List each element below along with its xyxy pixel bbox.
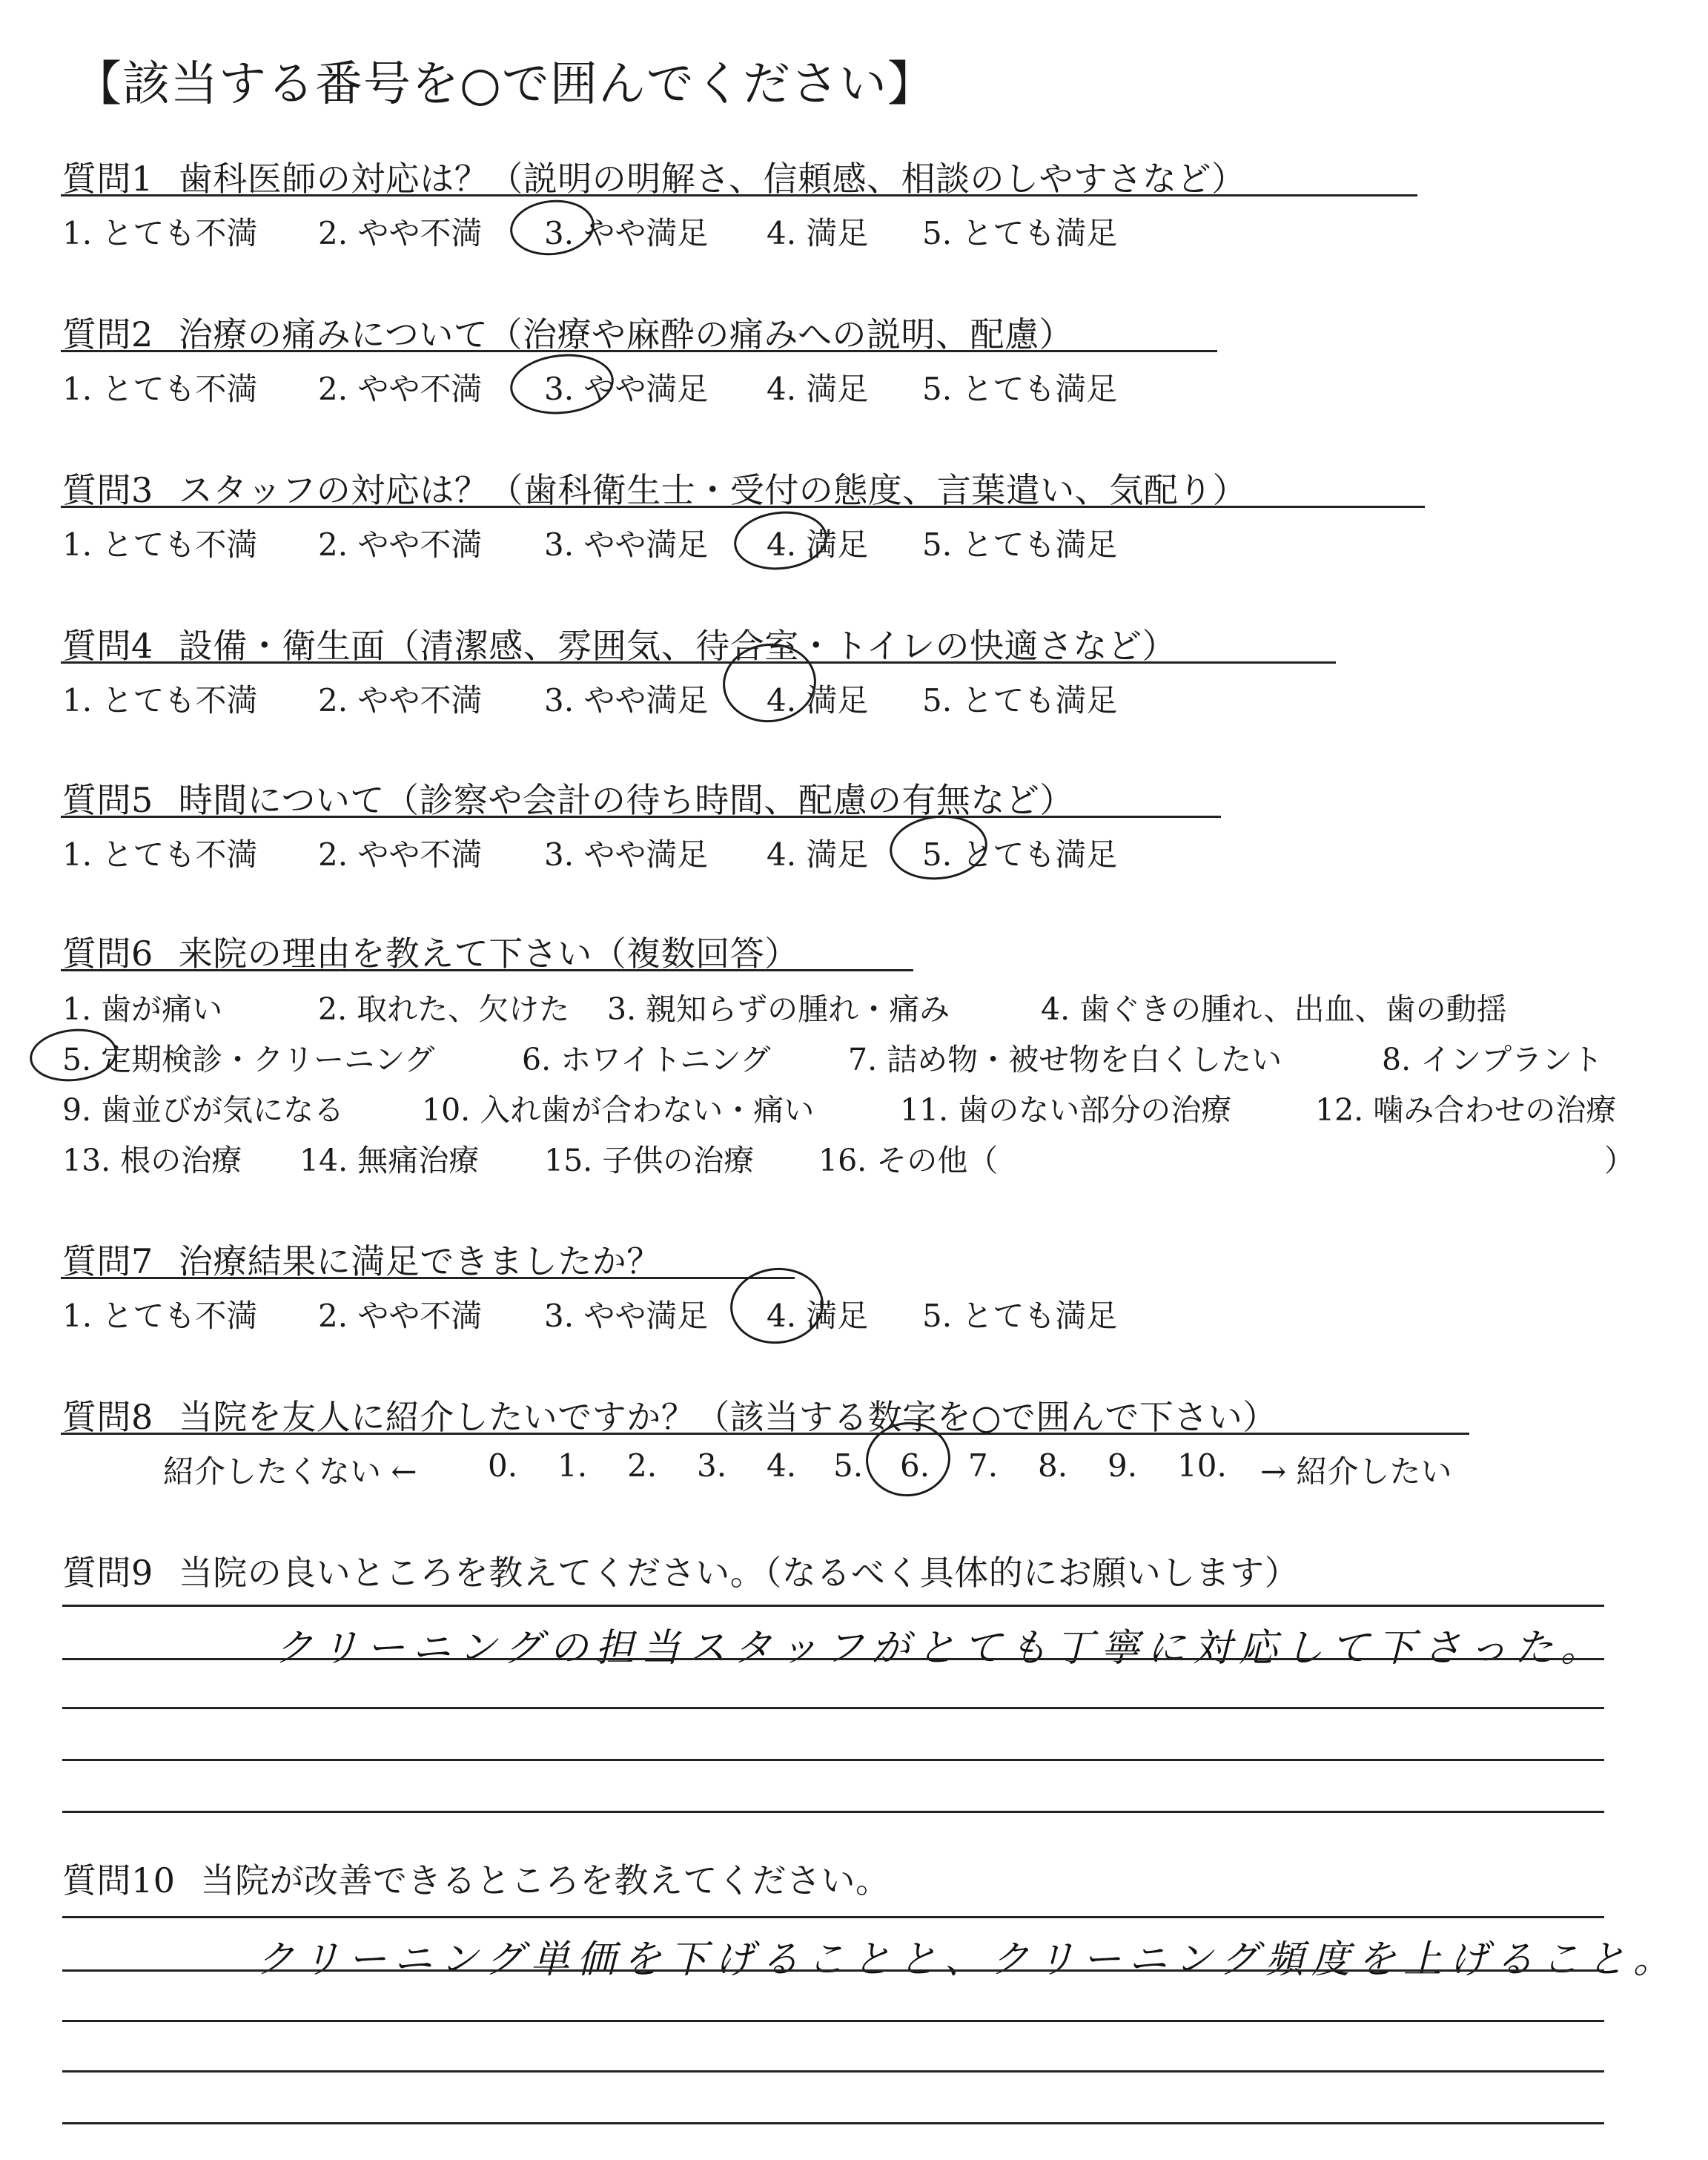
- question-10-title: [62, 1854, 890, 1903]
- question-6-underline: [61, 969, 913, 971]
- q7-option-2[interactable]: 2. やや不満: [318, 1298, 483, 1334]
- q1-option-5[interactable]: 5. とても満足: [922, 215, 1118, 251]
- q7-option-5[interactable]: 5. とても満足: [922, 1298, 1118, 1334]
- reason-5[interactable]: 5. 定期検診・クリーニング: [62, 1042, 435, 1077]
- question-7-text: 治療結果に満足できましたか？: [178, 1241, 661, 1281]
- question-8-number: 質問8: [62, 1397, 153, 1437]
- q4-option-1[interactable]: 1. とても不満: [62, 682, 258, 719]
- q2-option-4[interactable]: 4. 満足: [767, 371, 869, 407]
- q9-handwritten-answer: クリーニングの担当スタッフがとても丁寧に対応して下さった。: [274, 1626, 1606, 1671]
- reason-2[interactable]: 2. 取れた、欠けた: [318, 991, 570, 1027]
- question-9-title: [62, 1546, 1299, 1595]
- reason-16[interactable]: 16. その他（: [818, 1143, 999, 1178]
- question-5-number: 質問5: [62, 780, 153, 820]
- q5-option-4[interactable]: 4. 満足: [767, 836, 869, 873]
- question-9-number: 質問9: [62, 1553, 153, 1593]
- q8-number-2[interactable]: 2.: [627, 1447, 658, 1484]
- question-1-text: 歯科医師の対応は？（説明の明解さ、信頼感、相談のしやすさなど）: [178, 159, 1246, 199]
- question-10-text: 当院が改善できるところを教えてください。: [200, 1860, 890, 1900]
- q9-writing-line-1: [62, 1605, 1604, 1607]
- q10-writing-line-5: [62, 2122, 1604, 2124]
- q7-option-1[interactable]: 1. とても不満: [62, 1298, 258, 1334]
- reason-4[interactable]: 4. 歯ぐきの腫れ、出血、歯の動揺: [1041, 991, 1507, 1027]
- q2-option-3[interactable]: 3. やや満足: [544, 371, 709, 407]
- question-10-number: 質問10: [62, 1860, 176, 1900]
- question-5-underline: [61, 816, 1221, 818]
- q5-option-2[interactable]: 2. やや不満: [318, 836, 483, 873]
- reason-3[interactable]: 3. 親知らずの腫れ・痛み: [607, 991, 950, 1027]
- q4-option-4[interactable]: 4. 満足: [767, 682, 869, 719]
- q9-writing-line-5: [62, 1811, 1604, 1813]
- question-5-text: 時間について（診察や会計の待ち時間、配慮の有無など）: [178, 780, 1074, 820]
- q3-option-3[interactable]: 3. やや満足: [544, 526, 709, 563]
- q2-option-1[interactable]: 1. とても不満: [62, 371, 258, 407]
- question-3-text: スタッフの対応は？（歯科衛生士・受付の態度、言葉遣い、気配り）: [178, 470, 1248, 510]
- q10-writing-line-3: [62, 2020, 1604, 2022]
- question-2-text: 治療の痛みについて（治療や麻酔の痛みへの説明、配慮）: [178, 314, 1073, 354]
- question-1-number: 質問1: [62, 159, 153, 199]
- q3-option-1[interactable]: 1. とても不満: [62, 526, 258, 563]
- question-7-underline: [61, 1277, 795, 1279]
- reason-9[interactable]: 9. 歯並びが気になる: [62, 1092, 345, 1128]
- reason-8[interactable]: 8. インプラント: [1382, 1042, 1603, 1077]
- question-3-number: 質問3: [62, 470, 153, 510]
- q8-number-0[interactable]: 0.: [488, 1447, 518, 1484]
- question-4-underline: [61, 661, 1336, 664]
- q3-option-2[interactable]: 2. やや不満: [318, 526, 483, 563]
- question-2-underline: [61, 350, 1217, 352]
- reason-11[interactable]: 11. 歯のない部分の治療: [900, 1092, 1232, 1128]
- reason-1[interactable]: 1. 歯が痛い: [62, 991, 223, 1027]
- question-6-text: 来院の理由を教えて下さい（複数回答）: [178, 934, 799, 974]
- reason-13[interactable]: 13. 根の治療: [62, 1143, 242, 1178]
- q8-number-4[interactable]: 4.: [767, 1447, 797, 1484]
- q8-left-label: 紹介したくない ←: [163, 1453, 417, 1490]
- q5-option-1[interactable]: 1. とても不満: [62, 836, 258, 873]
- q9-writing-line-3: [62, 1707, 1604, 1709]
- question-8-underline: [61, 1433, 1469, 1435]
- q1-option-3[interactable]: 3. やや満足: [544, 215, 709, 251]
- q8-number-9[interactable]: 9.: [1108, 1447, 1138, 1484]
- q1-option-1[interactable]: 1. とても不満: [62, 215, 258, 251]
- q8-number-3[interactable]: 3.: [697, 1447, 727, 1484]
- q1-option-2[interactable]: 2. やや不満: [318, 215, 483, 251]
- question-4-number: 質問4: [62, 626, 153, 666]
- reason-7[interactable]: 7. 詰め物・被せ物を白くしたい: [848, 1042, 1282, 1077]
- reason-14[interactable]: 14. 無痛治療: [299, 1143, 480, 1178]
- reason-10[interactable]: 10. 入れ歯が合わない・痛い: [422, 1092, 815, 1128]
- q9-writing-line-4: [62, 1759, 1604, 1761]
- reason-15[interactable]: 15. 子供の治療: [544, 1143, 755, 1178]
- q8-number-8[interactable]: 8.: [1038, 1447, 1068, 1484]
- question-7-number: 質問7: [62, 1241, 153, 1281]
- q10-handwritten-answer: クリーニング単価を下げることと、クリーニング頻度を上げること。: [256, 1938, 1679, 1982]
- q10-writing-line-4: [62, 2070, 1604, 2073]
- q1-option-4[interactable]: 4. 満足: [767, 215, 869, 251]
- question-9-text: 当院の良いところを教えてください。（なるべく具体的にお願いします）: [178, 1553, 1300, 1593]
- q4-option-5[interactable]: 5. とても満足: [922, 682, 1118, 719]
- question-3-underline: [61, 506, 1425, 508]
- form-heading: 【該当する番号を○で囲んでください】: [74, 57, 936, 112]
- q8-number-6[interactable]: 6.: [900, 1447, 930, 1484]
- reason-12[interactable]: 12. 噛み合わせの治療: [1315, 1092, 1617, 1128]
- question-8-text: 当院を友人に紹介したいですか？（該当する数字を○で囲んで下さい）: [178, 1397, 1277, 1437]
- q8-number-7[interactable]: 7.: [968, 1447, 999, 1484]
- reason-16-close-paren: ）: [1604, 1143, 1635, 1178]
- question-2-number: 質問2: [62, 314, 153, 354]
- q10-writing-line-1: [62, 1916, 1604, 1918]
- question-6-number: 質問6: [62, 934, 153, 974]
- q3-option-5[interactable]: 5. とても満足: [922, 526, 1118, 563]
- q8-number-5[interactable]: 5.: [833, 1447, 864, 1484]
- q2-option-2[interactable]: 2. やや不満: [318, 371, 483, 407]
- q10-writing-line-2: [62, 1969, 1604, 1972]
- question-4-text: 設備・衛生面（清潔感、雰囲気、待合室・トイレの快適さなど）: [178, 626, 1176, 666]
- q5-option-5[interactable]: 5. とても満足: [922, 836, 1118, 873]
- q8-right-label: → 紹介したい: [1260, 1453, 1452, 1490]
- q2-option-5[interactable]: 5. とても満足: [922, 371, 1118, 407]
- question-1-underline: [61, 194, 1417, 196]
- q8-number-10[interactable]: 10.: [1177, 1447, 1227, 1484]
- q7-option-4[interactable]: 4. 満足: [767, 1298, 869, 1334]
- q4-option-2[interactable]: 2. やや不満: [318, 682, 483, 719]
- q7-option-3[interactable]: 3. やや満足: [544, 1298, 709, 1334]
- q3-option-4[interactable]: 4. 満足: [767, 526, 869, 563]
- reason-6[interactable]: 6. ホワイトニング: [522, 1042, 771, 1077]
- q8-number-1[interactable]: 1.: [557, 1447, 588, 1484]
- q9-writing-line-2: [62, 1658, 1604, 1660]
- q4-option-3[interactable]: 3. やや満足: [544, 682, 709, 719]
- q5-option-3[interactable]: 3. やや満足: [544, 836, 709, 873]
